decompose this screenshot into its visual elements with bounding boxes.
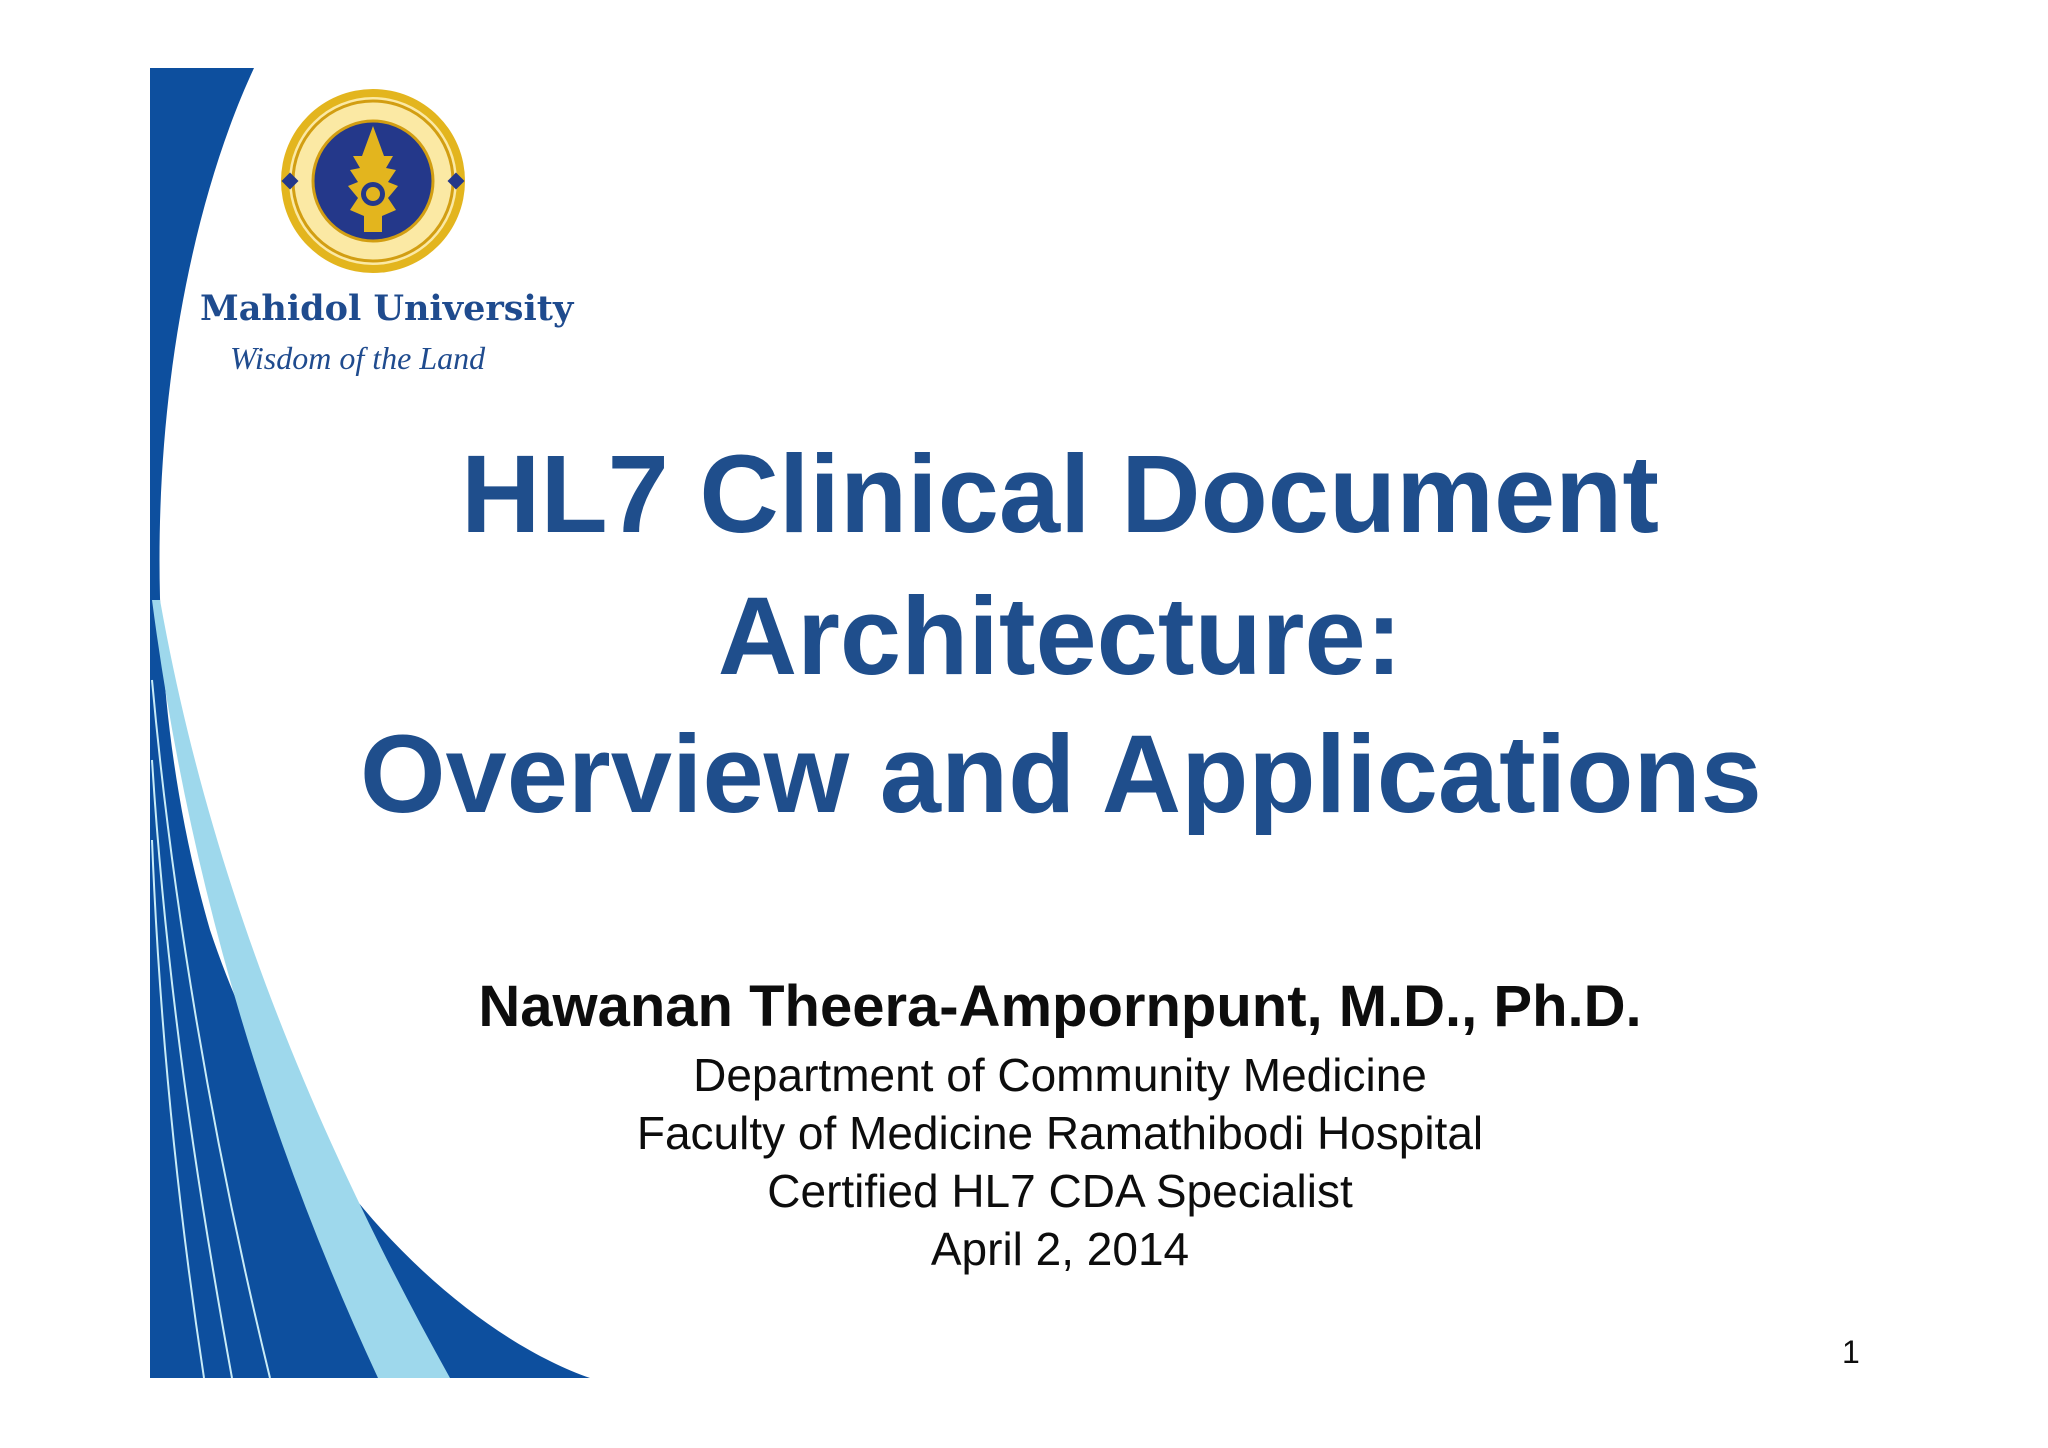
university-seal-icon <box>278 86 468 276</box>
university-name: Mahidol University <box>200 288 574 329</box>
slide-number: 1 <box>1842 1334 1860 1370</box>
title-line-2: Architecture: <box>717 575 1403 698</box>
presentation-date: April 2, 2014 <box>930 1223 1190 1275</box>
presenter-name: Nawanan Theera-Ampornpunt, M.D., Ph.D. <box>478 974 1642 1039</box>
presenter-certification: Certified HL7 CDA Specialist <box>767 1165 1353 1217</box>
presenter-department: Department of Community Medicine <box>693 1049 1427 1101</box>
presenter-faculty: Faculty of Medicine Ramathibodi Hospital <box>636 1107 1484 1159</box>
university-tagline: Wisdom of the Land <box>230 340 486 376</box>
subtitle-line: Overview and Applications <box>360 713 1762 836</box>
title-line-1: HL7 Clinical Document <box>461 433 1659 556</box>
